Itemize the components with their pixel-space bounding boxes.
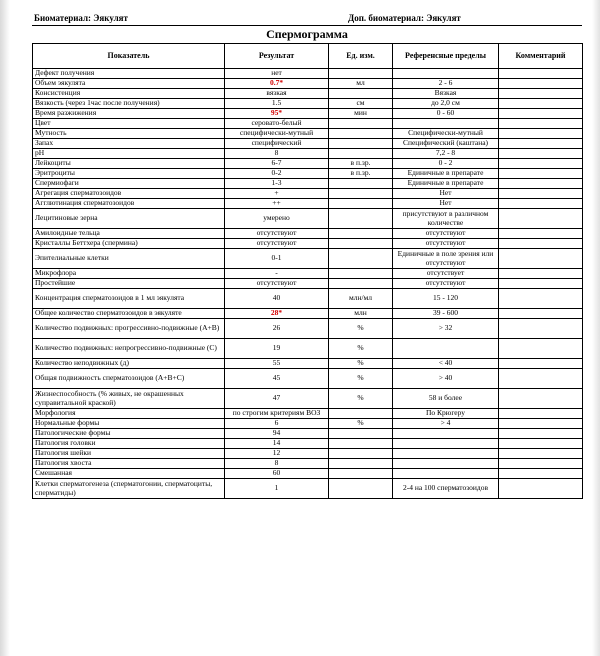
result-cell: 8 bbox=[225, 459, 329, 469]
param-cell: Клетки сперматогенеза (сперматогонии, сперматоциты, сперматиды) bbox=[33, 479, 225, 499]
param-cell: Лейкоциты bbox=[33, 159, 225, 169]
table-row bbox=[33, 409, 583, 419]
table-row bbox=[33, 479, 583, 499]
comment-cell bbox=[499, 359, 583, 369]
param-cell: Количество подвижных: прогрессивно-подвижные (A+B) bbox=[33, 319, 225, 339]
param-cell: Время разжижения bbox=[33, 109, 225, 119]
column-header-ref: Референсные пределы bbox=[393, 44, 499, 69]
table-row bbox=[33, 249, 583, 269]
result-cell: 6 bbox=[225, 419, 329, 429]
result-cell: 12 bbox=[225, 449, 329, 459]
comment-cell bbox=[499, 69, 583, 79]
unit-cell bbox=[329, 69, 393, 79]
unit-cell: % bbox=[329, 419, 393, 429]
comment-cell bbox=[499, 449, 583, 459]
reference-cell: 0 - 2 bbox=[393, 159, 499, 169]
comment-cell bbox=[499, 469, 583, 479]
table-row bbox=[33, 159, 583, 169]
result-cell: 40 bbox=[225, 289, 329, 309]
unit-cell bbox=[329, 149, 393, 159]
unit-cell bbox=[329, 449, 393, 459]
result-cell: по строгим критериям ВОЗ bbox=[225, 409, 329, 419]
comment-cell bbox=[499, 139, 583, 149]
table-row bbox=[33, 179, 583, 189]
column-header-comment: Комментарий bbox=[499, 44, 583, 69]
param-cell: Общая подвижность сперматозоидов (A+B+C) bbox=[33, 369, 225, 389]
table-row bbox=[33, 129, 583, 139]
comment-cell bbox=[499, 479, 583, 499]
unit-cell bbox=[329, 279, 393, 289]
reference-cell: > 40 bbox=[393, 369, 499, 389]
column-header-unit: Ед. изм. bbox=[329, 44, 393, 69]
table-row bbox=[33, 79, 583, 89]
comment-cell bbox=[499, 199, 583, 209]
comment-cell bbox=[499, 269, 583, 279]
comment-cell bbox=[499, 129, 583, 139]
extra-biomaterial-label: Доп. биоматериал: Эякулят bbox=[348, 13, 461, 23]
result-cell: 47 bbox=[225, 389, 329, 409]
table-row bbox=[33, 419, 583, 429]
param-cell: Амилоидные тельца bbox=[33, 229, 225, 239]
result-cell: вязкая bbox=[225, 89, 329, 99]
reference-cell: отсутствует bbox=[393, 269, 499, 279]
comment-cell bbox=[499, 179, 583, 189]
param-cell: Эритроциты bbox=[33, 169, 225, 179]
result-cell: 6-7 bbox=[225, 159, 329, 169]
table-row bbox=[33, 169, 583, 179]
table-row bbox=[33, 69, 583, 79]
reference-cell: < 40 bbox=[393, 359, 499, 369]
unit-cell bbox=[329, 89, 393, 99]
param-cell: Концентрация сперматозоидов в 1 мл эякулята bbox=[33, 289, 225, 309]
reference-cell bbox=[393, 69, 499, 79]
reference-cell: Вязкая bbox=[393, 89, 499, 99]
comment-cell bbox=[499, 279, 583, 289]
unit-cell bbox=[329, 249, 393, 269]
result-cell: 94 bbox=[225, 429, 329, 439]
result-cell: - bbox=[225, 269, 329, 279]
param-cell: Микрофлора bbox=[33, 269, 225, 279]
comment-cell bbox=[499, 459, 583, 469]
param-cell: Запах bbox=[33, 139, 225, 149]
unit-cell bbox=[329, 209, 393, 229]
comment-cell bbox=[499, 119, 583, 129]
unit-cell: см bbox=[329, 99, 393, 109]
reference-cell: присутствуют в различном количестве bbox=[393, 209, 499, 229]
comment-cell bbox=[499, 159, 583, 169]
result-cell: отсутствуют bbox=[225, 279, 329, 289]
result-cell: отсутствуют bbox=[225, 229, 329, 239]
reference-cell: 7,2 - 8 bbox=[393, 149, 499, 159]
result-cell: 1 bbox=[225, 479, 329, 499]
param-cell: Агрегация сперматозоидов bbox=[33, 189, 225, 199]
reference-cell: По Крюгеру bbox=[393, 409, 499, 419]
result-cell: 19 bbox=[225, 339, 329, 359]
comment-cell bbox=[499, 169, 583, 179]
result-cell: 45 bbox=[225, 369, 329, 389]
result-cell: 1-3 bbox=[225, 179, 329, 189]
result-cell: 14 bbox=[225, 439, 329, 449]
unit-cell bbox=[329, 409, 393, 419]
page-edge-left bbox=[0, 0, 10, 656]
table-row bbox=[33, 99, 583, 109]
table-row bbox=[33, 469, 583, 479]
param-cell: Патология головки bbox=[33, 439, 225, 449]
comment-cell bbox=[499, 339, 583, 359]
reference-cell: Нет bbox=[393, 199, 499, 209]
result-cell: нет bbox=[225, 69, 329, 79]
table-row bbox=[33, 149, 583, 159]
table-row bbox=[33, 319, 583, 339]
param-cell: Смешанная bbox=[33, 469, 225, 479]
comment-cell bbox=[499, 289, 583, 309]
results-table bbox=[32, 43, 583, 499]
table-row bbox=[33, 229, 583, 239]
table-row bbox=[33, 309, 583, 319]
column-header-result: Результат bbox=[225, 44, 329, 69]
unit-cell bbox=[329, 119, 393, 129]
table-row bbox=[33, 339, 583, 359]
param-cell: Количество неподвижных (д) bbox=[33, 359, 225, 369]
param-cell: Патология шейки bbox=[33, 449, 225, 459]
comment-cell bbox=[499, 109, 583, 119]
unit-cell: в п.зр. bbox=[329, 159, 393, 169]
unit-cell: мл bbox=[329, 79, 393, 89]
comment-cell bbox=[499, 89, 583, 99]
comment-cell bbox=[499, 369, 583, 389]
reference-cell: Единичные в препарате bbox=[393, 179, 499, 189]
result-cell: серовато-белый bbox=[225, 119, 329, 129]
param-cell: Цвет bbox=[33, 119, 225, 129]
unit-cell: % bbox=[329, 319, 393, 339]
result-cell: умерено bbox=[225, 209, 329, 229]
table-row bbox=[33, 199, 583, 209]
param-cell: Консистенция bbox=[33, 89, 225, 99]
table-row bbox=[33, 209, 583, 229]
reference-cell bbox=[393, 449, 499, 459]
unit-cell: % bbox=[329, 339, 393, 359]
param-cell: Агглютинация сперматозоидов bbox=[33, 199, 225, 209]
unit-cell: млн/мл bbox=[329, 289, 393, 309]
reference-cell bbox=[393, 459, 499, 469]
unit-cell bbox=[329, 239, 393, 249]
unit-cell bbox=[329, 439, 393, 449]
table-row bbox=[33, 269, 583, 279]
param-cell: Патология хвоста bbox=[33, 459, 225, 469]
table-header-row bbox=[33, 44, 583, 69]
reference-cell bbox=[393, 429, 499, 439]
table-row bbox=[33, 89, 583, 99]
param-cell: Патологические формы bbox=[33, 429, 225, 439]
param-cell: Объем эякулята bbox=[33, 79, 225, 89]
unit-cell bbox=[329, 129, 393, 139]
param-cell: Мутность bbox=[33, 129, 225, 139]
result-cell: 0.7* bbox=[225, 79, 329, 89]
table-body bbox=[33, 69, 583, 499]
reference-cell bbox=[393, 469, 499, 479]
unit-cell bbox=[329, 179, 393, 189]
param-cell: Эпителиальные клетки bbox=[33, 249, 225, 269]
unit-cell bbox=[329, 429, 393, 439]
page-edge-right bbox=[592, 0, 600, 656]
result-cell: отсутствуют bbox=[225, 239, 329, 249]
result-cell: специфический bbox=[225, 139, 329, 149]
unit-cell: млн bbox=[329, 309, 393, 319]
result-cell: 26 bbox=[225, 319, 329, 339]
reference-cell: 2 - 6 bbox=[393, 79, 499, 89]
table-row bbox=[33, 459, 583, 469]
result-cell: 55 bbox=[225, 359, 329, 369]
comment-cell bbox=[499, 79, 583, 89]
page-title: Спермограмма bbox=[266, 27, 348, 41]
reference-cell: отсутствуют bbox=[393, 239, 499, 249]
table-row bbox=[33, 289, 583, 309]
reference-cell: Специфически-мутный bbox=[393, 129, 499, 139]
reference-cell: отсутствуют bbox=[393, 279, 499, 289]
column-header-param: Показатель bbox=[33, 44, 225, 69]
comment-cell bbox=[499, 229, 583, 239]
comment-cell bbox=[499, 419, 583, 429]
comment-cell bbox=[499, 149, 583, 159]
param-cell: Лецитиновые зерна bbox=[33, 209, 225, 229]
unit-cell bbox=[329, 479, 393, 499]
result-cell: 28* bbox=[225, 309, 329, 319]
table-row bbox=[33, 369, 583, 389]
table-row bbox=[33, 429, 583, 439]
comment-cell bbox=[499, 319, 583, 339]
comment-cell bbox=[499, 309, 583, 319]
param-cell: Общее количество сперматозоидов в эякуляте bbox=[33, 309, 225, 319]
unit-cell bbox=[329, 139, 393, 149]
comment-cell bbox=[499, 99, 583, 109]
param-cell: pH bbox=[33, 149, 225, 159]
table-row bbox=[33, 389, 583, 409]
biomaterial-label: Биоматериал: Эякулят bbox=[34, 13, 128, 23]
result-cell: ++ bbox=[225, 199, 329, 209]
unit-cell bbox=[329, 269, 393, 279]
param-cell: Кристаллы Беттхера (спермина) bbox=[33, 239, 225, 249]
table-row bbox=[33, 449, 583, 459]
reference-cell bbox=[393, 439, 499, 449]
reference-cell bbox=[393, 119, 499, 129]
result-cell: 0-1 bbox=[225, 249, 329, 269]
reference-cell: 58 и более bbox=[393, 389, 499, 409]
reference-cell: 0 - 60 bbox=[393, 109, 499, 119]
reference-cell: Единичные в поле зрения или отсутствуют bbox=[393, 249, 499, 269]
unit-cell bbox=[329, 469, 393, 479]
table-row bbox=[33, 439, 583, 449]
reference-cell: отсутствуют bbox=[393, 229, 499, 239]
header-divider bbox=[32, 25, 582, 26]
comment-cell bbox=[499, 249, 583, 269]
report-header bbox=[32, 10, 582, 26]
unit-cell bbox=[329, 459, 393, 469]
unit-cell: мин bbox=[329, 109, 393, 119]
reference-cell: до 2,0 см bbox=[393, 99, 499, 109]
reference-cell: > 32 bbox=[393, 319, 499, 339]
table-row bbox=[33, 139, 583, 149]
comment-cell bbox=[499, 389, 583, 409]
comment-cell bbox=[499, 239, 583, 249]
reference-cell: > 4 bbox=[393, 419, 499, 429]
table-row bbox=[33, 109, 583, 119]
result-cell: 1.5 bbox=[225, 99, 329, 109]
comment-cell bbox=[499, 209, 583, 229]
param-cell: Жизнеспособность (% живых, не окрашенных суправитальной краской) bbox=[33, 389, 225, 409]
table-row bbox=[33, 239, 583, 249]
result-cell: + bbox=[225, 189, 329, 199]
param-cell: Простейшие bbox=[33, 279, 225, 289]
param-cell: Количество подвижных: непрогрессивно-подвижные (C) bbox=[33, 339, 225, 359]
unit-cell: % bbox=[329, 359, 393, 369]
unit-cell: в п.зр. bbox=[329, 169, 393, 179]
table-row bbox=[33, 279, 583, 289]
result-cell: специфически-мутный bbox=[225, 129, 329, 139]
result-cell: 8 bbox=[225, 149, 329, 159]
unit-cell: % bbox=[329, 389, 393, 409]
comment-cell bbox=[499, 429, 583, 439]
param-cell: Морфология bbox=[33, 409, 225, 419]
reference-cell: 2-4 на 100 сперматозоидов bbox=[393, 479, 499, 499]
table-row bbox=[33, 359, 583, 369]
reference-cell: Единичные в препарате bbox=[393, 169, 499, 179]
table-row bbox=[33, 119, 583, 129]
reference-cell: 15 - 120 bbox=[393, 289, 499, 309]
reference-cell: 39 - 600 bbox=[393, 309, 499, 319]
param-cell: Нормальные формы bbox=[33, 419, 225, 429]
result-cell: 95* bbox=[225, 109, 329, 119]
result-cell: 0-2 bbox=[225, 169, 329, 179]
unit-cell bbox=[329, 189, 393, 199]
param-cell: Вязкость (через 1час после получения) bbox=[33, 99, 225, 109]
comment-cell bbox=[499, 409, 583, 419]
comment-cell bbox=[499, 189, 583, 199]
param-cell: Спермиофаги bbox=[33, 179, 225, 189]
result-cell: 60 bbox=[225, 469, 329, 479]
comment-cell bbox=[499, 439, 583, 449]
param-cell: Дефект получения bbox=[33, 69, 225, 79]
table-row bbox=[33, 189, 583, 199]
unit-cell: % bbox=[329, 369, 393, 389]
unit-cell bbox=[329, 229, 393, 239]
reference-cell: Специфический (каштана) bbox=[393, 139, 499, 149]
unit-cell bbox=[329, 199, 393, 209]
reference-cell: Нет bbox=[393, 189, 499, 199]
reference-cell bbox=[393, 339, 499, 359]
